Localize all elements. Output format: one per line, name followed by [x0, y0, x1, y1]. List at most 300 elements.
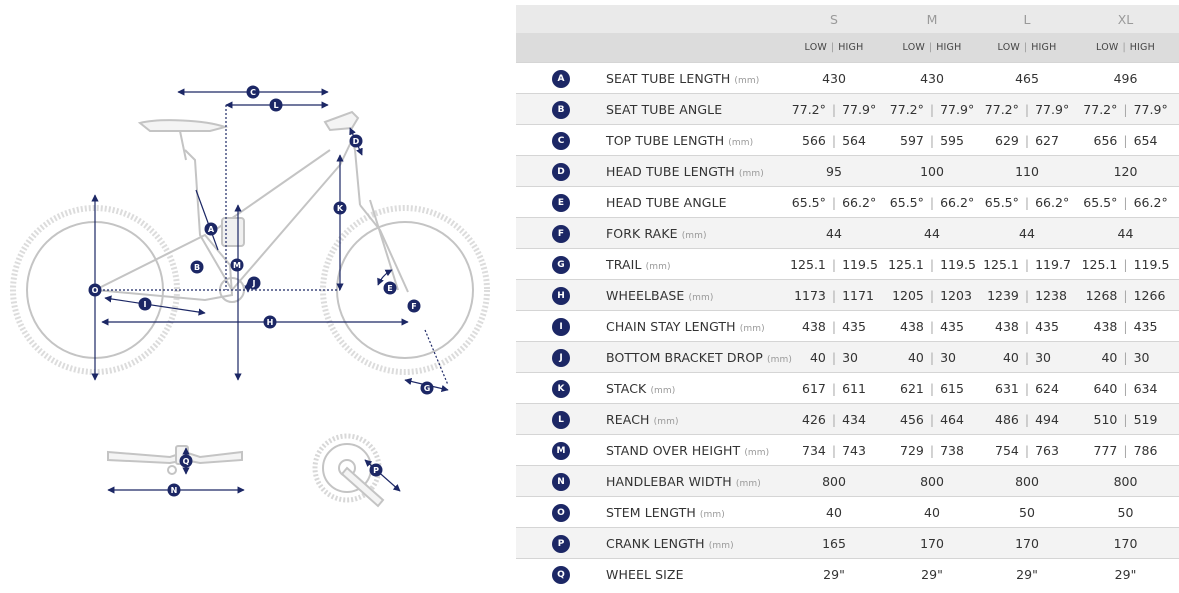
geometry-row-g [516, 249, 1179, 280]
geometry-row-m [516, 435, 1179, 466]
value-separator: | [831, 411, 837, 427]
value-pair [982, 319, 1072, 334]
value-separator: | [1024, 132, 1030, 148]
measurement-name: STEM LENGTH [606, 504, 696, 520]
value-pair [786, 443, 882, 458]
value-separator: | [929, 380, 935, 396]
value-high: 1238 [1035, 287, 1067, 303]
label-d: D [352, 137, 360, 146]
value-pair [1072, 102, 1179, 117]
value-pair [786, 288, 882, 303]
label-k: K [336, 204, 344, 213]
value-low: 456 [900, 411, 924, 427]
value-low: 617 [802, 380, 826, 396]
value-separator: | [831, 132, 837, 148]
label-n: N [170, 486, 178, 495]
value-low: 1239 [987, 287, 1019, 303]
value-separator: | [929, 349, 935, 365]
value-low: 566 [802, 132, 826, 148]
value-high: 77.9° [1133, 101, 1168, 117]
value-pair [982, 412, 1072, 427]
value-pair [882, 443, 982, 458]
value-pair [882, 319, 982, 334]
value-separator: | [929, 256, 935, 272]
label-e: E [387, 284, 393, 293]
value-pair [786, 133, 882, 148]
value-low: 40 [1002, 349, 1019, 365]
value-pair [882, 195, 982, 210]
measurement-name: HEAD TUBE LENGTH [606, 163, 735, 179]
value-high: 435 [1133, 318, 1158, 334]
value-low: 438 [995, 318, 1019, 334]
value-high: 763 [1035, 442, 1059, 458]
low-high-m: LOW | HIGH [882, 33, 982, 63]
value-low: 1173 [794, 287, 826, 303]
label-f-marker [408, 300, 421, 313]
geometry-row-d [516, 156, 1179, 187]
label-g-marker [421, 382, 434, 395]
value-separator: | [1123, 318, 1128, 334]
value-separator: | [1024, 256, 1030, 272]
geometry-table-body [516, 63, 1179, 590]
value-low: 77.2° [1083, 101, 1118, 117]
label-m-marker [231, 259, 244, 272]
value-low: 65.5° [889, 194, 924, 210]
geometry-row-e [516, 187, 1179, 218]
label-p: P [373, 466, 379, 475]
geometry-row-p [516, 528, 1179, 559]
value-low: 65.5° [984, 194, 1019, 210]
value-high: 77.9° [940, 101, 975, 117]
geometry-row-h [516, 280, 1179, 311]
value-high: 30 [940, 349, 957, 365]
value-single: 29" [1114, 566, 1137, 582]
value-high: 627 [1035, 132, 1059, 148]
value-separator: | [831, 442, 837, 458]
value-low: 1205 [892, 287, 924, 303]
value-single: 465 [1015, 70, 1039, 86]
low-high-l: LOW | HIGH [982, 33, 1072, 63]
value-high: 634 [1133, 380, 1158, 396]
geometry-row-a [516, 63, 1179, 94]
value-pair [1072, 195, 1179, 210]
value-low: 597 [900, 132, 924, 148]
value-high: 1266 [1133, 287, 1166, 303]
value-low: 438 [802, 318, 826, 334]
dimension-lines [95, 92, 448, 390]
value-pair [1072, 443, 1179, 458]
geometry-row-j [516, 342, 1179, 373]
value-single: 29" [1016, 566, 1038, 582]
measurement-unit: (mm) [767, 354, 792, 365]
value-high: 66.2° [1035, 194, 1070, 210]
value-high: 66.2° [1133, 194, 1168, 210]
row-letter-badge: F [552, 225, 570, 243]
value-low: 125.1 [790, 256, 826, 272]
value-pair [882, 257, 982, 272]
measurement-name: SEAT TUBE LENGTH [606, 70, 731, 86]
measurement-unit: (mm) [650, 385, 676, 396]
row-letter-badge: J [552, 349, 570, 367]
value-separator: | [831, 380, 837, 396]
value-single: 44 [924, 225, 940, 241]
measurement-unit: (mm) [728, 137, 754, 148]
value-low: 125.1 [983, 256, 1019, 272]
value-separator: | [1024, 287, 1030, 303]
value-low: 77.2° [984, 101, 1019, 117]
row-letter-badge: L [552, 411, 570, 429]
value-separator: | [929, 411, 935, 427]
value-high: 611 [842, 380, 866, 396]
value-pair [786, 412, 882, 427]
value-separator: | [1024, 442, 1030, 458]
value-high: 654 [1133, 132, 1158, 148]
label-b: B [193, 263, 201, 272]
label-q-marker [180, 455, 193, 468]
measurement-name: CRANK LENGTH [606, 535, 705, 551]
measurement-name: SEAT TUBE ANGLE [606, 101, 723, 117]
label-j-marker [248, 277, 261, 290]
size-header-row [516, 5, 1179, 33]
label-h-marker [264, 316, 277, 329]
value-high: 30 [842, 349, 859, 365]
value-single: 44 [1019, 225, 1035, 241]
value-separator: | [1024, 411, 1030, 427]
value-low: 656 [1093, 132, 1118, 148]
value-single: 44 [1117, 225, 1134, 241]
crank-detail [315, 436, 400, 506]
value-single: 496 [1113, 70, 1138, 86]
value-pair [786, 381, 882, 396]
value-pair [982, 443, 1072, 458]
label-m: M [233, 261, 241, 270]
value-separator: | [929, 132, 935, 148]
value-low: 777 [1093, 442, 1118, 458]
value-pair [882, 381, 982, 396]
measurement-unit: (mm) [653, 416, 679, 427]
value-low: 426 [802, 411, 826, 427]
value-pair [982, 350, 1072, 365]
value-separator: | [831, 101, 837, 117]
value-low: 510 [1093, 411, 1118, 427]
label-h: H [266, 318, 274, 327]
measurement-name: WHEEL SIZE [606, 566, 684, 582]
value-high: 519 [1133, 411, 1158, 427]
value-pair [786, 257, 882, 272]
size-m-header: M [882, 5, 982, 33]
label-j: J [252, 279, 256, 288]
measurement-name: REACH [606, 411, 650, 427]
value-single: 110 [1015, 163, 1039, 179]
value-high: 494 [1035, 411, 1059, 427]
measurement-unit: (mm) [699, 509, 725, 520]
value-low: 640 [1093, 380, 1118, 396]
value-high: 66.2° [940, 194, 975, 210]
handlebar-detail [108, 446, 244, 497]
geometry-row-c [516, 125, 1179, 156]
value-separator: | [1123, 132, 1128, 148]
value-low: 1268 [1085, 287, 1118, 303]
bike-outline [13, 112, 487, 372]
value-single: 29" [921, 566, 943, 582]
value-pair [786, 102, 882, 117]
label-d-marker [350, 135, 363, 148]
value-single: 430 [920, 70, 944, 86]
label-c-marker [247, 86, 260, 99]
measurement-unit: (mm) [735, 478, 761, 489]
value-pair [1072, 257, 1179, 272]
geometry-row-i [516, 311, 1179, 342]
value-high: 1203 [940, 287, 972, 303]
value-high: 77.9° [1035, 101, 1070, 117]
value-high: 435 [1035, 318, 1059, 334]
label-f: F [411, 302, 417, 311]
value-pair [882, 133, 982, 148]
value-separator: | [929, 287, 935, 303]
value-high: 435 [842, 318, 866, 334]
value-separator: | [1024, 349, 1030, 365]
low-high-s: LOW | HIGH [786, 33, 882, 63]
value-pair [786, 319, 882, 334]
value-single: 40 [924, 504, 940, 520]
label-o-marker [89, 284, 102, 297]
value-single: 800 [1015, 473, 1039, 489]
value-separator: | [831, 287, 837, 303]
measurement-name: HANDLEBAR WIDTH [606, 473, 732, 489]
value-single: 800 [920, 473, 944, 489]
label-e-marker [384, 282, 397, 295]
value-single: 50 [1117, 504, 1134, 520]
value-pair [982, 381, 1072, 396]
size-xl-header: XL [1072, 5, 1179, 33]
value-single: 800 [1113, 473, 1138, 489]
value-low: 125.1 [1081, 256, 1118, 272]
value-pair [982, 133, 1072, 148]
row-letter-badge: G [552, 256, 570, 274]
measurement-name: TRAIL [606, 256, 642, 272]
measurement-name: FORK RAKE [606, 225, 678, 241]
value-separator: | [1024, 380, 1030, 396]
value-pair [882, 412, 982, 427]
measurement-unit: (mm) [681, 230, 707, 241]
value-single: 430 [822, 70, 846, 86]
value-high: 743 [842, 442, 866, 458]
value-separator: | [1123, 194, 1128, 210]
value-pair [1072, 412, 1179, 427]
label-a-marker [205, 223, 218, 236]
value-single: 170 [920, 535, 944, 551]
row-letter-badge: C [552, 132, 570, 150]
geometry-row-q [516, 559, 1179, 590]
value-separator: | [1024, 194, 1030, 210]
value-high: 434 [842, 411, 866, 427]
measurement-name: STACK [606, 380, 647, 396]
measurement-name: WHEELBASE [606, 287, 685, 303]
value-low: 65.5° [791, 194, 826, 210]
label-n-marker [168, 484, 181, 497]
value-low: 40 [907, 349, 924, 365]
row-letter-badge: Q [552, 566, 570, 584]
label-o: O [91, 286, 99, 295]
value-separator: | [929, 318, 935, 334]
value-low: 40 [1101, 349, 1118, 365]
geometry-row-k [516, 373, 1179, 404]
value-high: 615 [940, 380, 964, 396]
size-s-header: S [786, 5, 882, 33]
value-high: 464 [940, 411, 964, 427]
measurement-unit: (mm) [645, 261, 671, 272]
row-letter-badge: A [552, 70, 570, 88]
value-pair [982, 257, 1072, 272]
row-letter-badge: E [552, 194, 570, 212]
value-low: 631 [995, 380, 1019, 396]
value-separator: | [929, 194, 935, 210]
row-letter-badge: N [552, 473, 570, 491]
label-k-marker [334, 202, 347, 215]
measurement-unit: (mm) [744, 447, 770, 458]
value-single: 44 [826, 225, 842, 241]
label-p-marker [370, 464, 383, 477]
value-high: 435 [940, 318, 964, 334]
value-separator: | [1123, 349, 1128, 365]
measurement-unit: (mm) [739, 323, 765, 334]
value-low: 486 [995, 411, 1019, 427]
row-letter-badge: I [552, 318, 570, 336]
bike-geometry-diagram [0, 0, 505, 593]
measurement-unit: (mm) [734, 75, 760, 86]
value-single: 29" [823, 566, 845, 582]
label-c: C [250, 88, 256, 97]
value-separator: | [831, 194, 837, 210]
measurement-unit: (mm) [738, 168, 764, 179]
value-pair [882, 288, 982, 303]
value-pair [1072, 133, 1179, 148]
value-single: 165 [822, 535, 846, 551]
value-pair [1072, 288, 1179, 303]
label-l-marker [270, 99, 283, 112]
value-pair [1072, 350, 1179, 365]
value-low: 621 [900, 380, 924, 396]
value-separator: | [831, 318, 837, 334]
geometry-row-n [516, 466, 1179, 497]
value-low: 629 [995, 132, 1019, 148]
measurement-name: TOP TUBE LENGTH [606, 132, 725, 148]
value-single: 50 [1019, 504, 1035, 520]
value-high: 119.7 [1035, 256, 1071, 272]
value-separator: | [929, 442, 935, 458]
measurement-name: STAND OVER HEIGHT [606, 442, 741, 458]
measurement-name: CHAIN STAY LENGTH [606, 318, 736, 334]
row-letter-badge: K [552, 380, 570, 398]
value-low: 754 [995, 442, 1019, 458]
row-letter-badge: D [552, 163, 570, 181]
value-high: 30 [1133, 349, 1150, 365]
value-single: 170 [1113, 535, 1138, 551]
row-letter-badge: P [552, 535, 570, 553]
value-separator: | [1123, 101, 1128, 117]
geometry-row-f [516, 218, 1179, 249]
value-low: 77.2° [791, 101, 826, 117]
label-l: L [273, 101, 279, 110]
geometry-table [516, 5, 1179, 590]
value-pair [1072, 319, 1179, 334]
label-q: Q [182, 457, 190, 466]
label-a: A [207, 225, 215, 234]
row-letter-badge: M [552, 442, 570, 460]
value-single: 120 [1113, 163, 1138, 179]
value-pair [786, 195, 882, 210]
value-separator: | [1123, 256, 1128, 272]
value-separator: | [1024, 101, 1030, 117]
value-separator: | [1123, 411, 1128, 427]
label-i-marker [139, 298, 152, 311]
size-l-header: L [982, 5, 1072, 33]
measurement-name: BOTTOM BRACKET DROP [606, 349, 763, 365]
value-high: 77.9° [842, 101, 877, 117]
value-high: 786 [1133, 442, 1158, 458]
value-low: 125.1 [888, 256, 924, 272]
value-separator: | [1024, 318, 1030, 334]
value-low: 65.5° [1083, 194, 1118, 210]
label-i: I [143, 300, 147, 309]
value-pair [982, 288, 1072, 303]
value-high: 738 [940, 442, 964, 458]
row-letter-badge: H [552, 287, 570, 305]
value-low: 729 [900, 442, 924, 458]
value-high: 624 [1035, 380, 1059, 396]
value-high: 564 [842, 132, 866, 148]
geometry-table-wrapper [516, 5, 1179, 590]
value-separator: | [1123, 442, 1128, 458]
value-high: 119.5 [940, 256, 976, 272]
measurement-unit: (mm) [688, 292, 714, 303]
value-separator: | [1123, 380, 1128, 396]
value-high: 119.5 [842, 256, 878, 272]
value-separator: | [929, 101, 935, 117]
low-high-xl: LOW | HIGH [1072, 33, 1179, 63]
measurement-name: HEAD TUBE ANGLE [606, 194, 727, 210]
value-low: 438 [900, 318, 924, 334]
geometry-row-b [516, 94, 1179, 125]
value-pair [982, 195, 1072, 210]
value-single: 95 [826, 163, 842, 179]
measurement-unit: (mm) [708, 540, 734, 551]
value-single: 800 [822, 473, 846, 489]
label-b-marker [191, 261, 204, 274]
value-pair [882, 102, 982, 117]
value-separator: | [1123, 287, 1128, 303]
value-high: 595 [940, 132, 964, 148]
row-letter-badge: O [552, 504, 570, 522]
value-pair [786, 350, 882, 365]
value-low: 40 [809, 349, 826, 365]
value-single: 170 [1015, 535, 1039, 551]
value-pair [1072, 381, 1179, 396]
value-high: 66.2° [842, 194, 877, 210]
value-pair [982, 102, 1072, 117]
value-pair [882, 350, 982, 365]
value-high: 1171 [842, 287, 874, 303]
value-low: 734 [802, 442, 826, 458]
value-low: 77.2° [889, 101, 924, 117]
value-separator: | [831, 349, 837, 365]
geometry-row-o [516, 497, 1179, 528]
label-g: G [423, 384, 431, 393]
row-letter-badge: B [552, 101, 570, 119]
value-single: 100 [920, 163, 944, 179]
value-high: 119.5 [1133, 256, 1170, 272]
value-high: 30 [1035, 349, 1052, 365]
